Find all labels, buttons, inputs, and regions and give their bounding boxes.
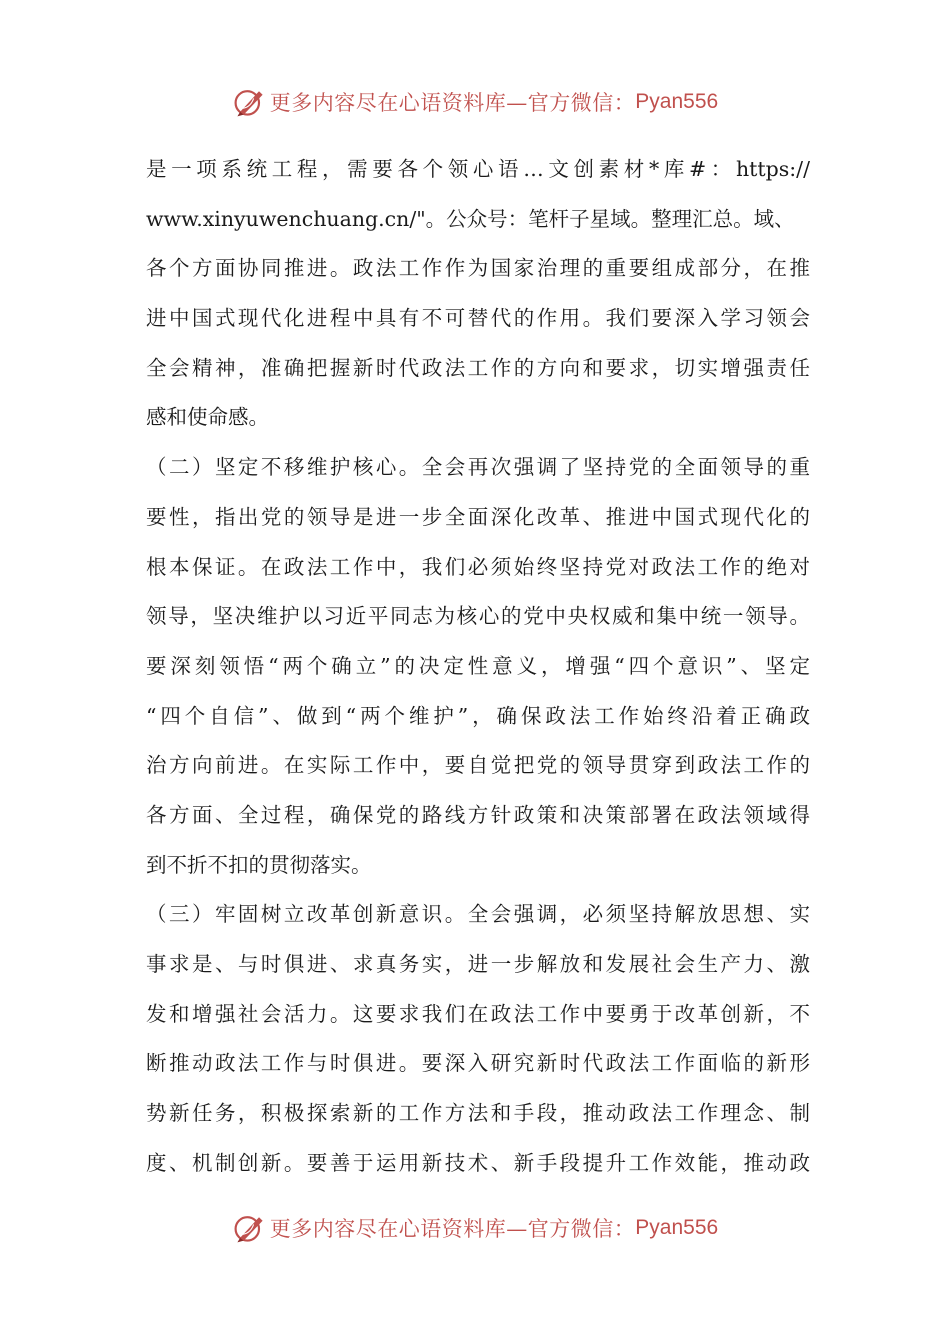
text-line: 到不折不扣的贯彻落实。 xyxy=(146,852,372,877)
banner-text: 更多内容尽在心语资料库—官方微信： xyxy=(269,1217,636,1241)
text-line: 进中国式现代化进程中具有不可替代的作用。我们要深入学习领会 xyxy=(146,306,810,331)
text-line: 治方向前进。在实际工作中，要自觉把党的领导贯穿到政法工作的 xyxy=(146,753,810,778)
footer-banner xyxy=(0,1206,950,1250)
text-line: www.xinyuwenchuang.cn/"。公众号：笔杆子星域。整理汇总。域、 xyxy=(146,206,795,231)
text-line: 发和增强社会活力。这要求我们在政法工作中要勇于改革创新，不 xyxy=(146,1001,810,1026)
text-line: 感和使命感。 xyxy=(146,405,269,430)
wechat-id: Pyan556 xyxy=(635,1216,719,1239)
text-line: 度、机制创新。要善于运用新技术、新手段提升工作效能，推动政 xyxy=(146,1150,810,1175)
text-line: 各方面、全过程，确保党的路线方针政策和决策部署在政法领域得 xyxy=(146,802,810,827)
banner-text: 更多内容尽在心语资料库—官方微信： xyxy=(269,91,636,115)
text-line: 要性，指出党的领导是进一步全面深化改革、推进中国式现代化的 xyxy=(146,504,810,529)
text-line: 全会精神，准确把握新时代政法工作的方向和要求，切实增强责任 xyxy=(146,355,810,380)
text-line: 各个方面协同推进。政法工作作为国家治理的重要组成部分，在推 xyxy=(146,256,810,281)
pen-logo-icon xyxy=(232,1210,268,1246)
text-line: （三）牢固树立改革创新意识。全会强调，必须坚持解放思想、实 xyxy=(146,902,810,927)
text-line: （二）坚定不移维护核心。全会再次强调了坚持党的全面领导的重 xyxy=(146,455,810,480)
header-banner xyxy=(0,80,950,124)
document-body xyxy=(146,145,810,1188)
text-line: 断推动政法工作与时俱进。要深入研究新时代政法工作面临的新形 xyxy=(146,1051,810,1076)
text-line: 要深刻领悟“两个确立”的决定性意义，增强“四个意识”、坚定 xyxy=(146,653,810,678)
text-line: 领导，坚决维护以习近平同志为核心的党中央权威和集中统一领导。 xyxy=(146,604,810,629)
text-line: 是一项系统工程，需要各个领心语…文创素材*库#：https:// xyxy=(146,157,810,181)
text-line: 根本保证。在政法工作中，我们必须始终坚持党对政法工作的绝对 xyxy=(146,554,810,579)
pen-logo-icon xyxy=(232,84,268,120)
text-line: 事求是、与时俱进、求真务实，进一步解放和发展社会生产力、激 xyxy=(146,952,810,976)
wechat-id: Pyan556 xyxy=(635,90,719,113)
text-line: 势新任务，积极探索新的工作方法和手段，推动政法工作理念、制 xyxy=(146,1101,810,1126)
text-line: “四个自信”、做到“两个维护”，确保政法工作始终沿着正确政 xyxy=(146,703,810,728)
